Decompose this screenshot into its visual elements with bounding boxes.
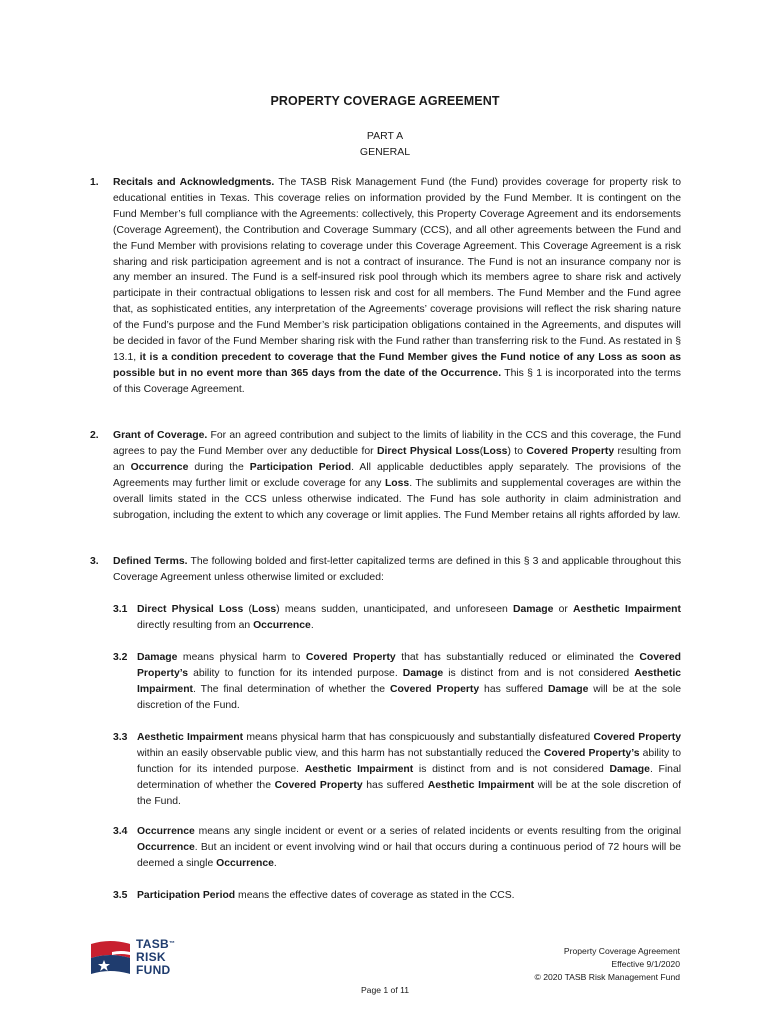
logo-line-1: TASB [136,937,169,951]
term: Direct Physical Loss [377,445,480,457]
text: ability to function for its intended purpose. [193,667,398,679]
section-3-heading: Defined Terms. [113,556,188,567]
footer-effective-date: Effective 9/1/2020 [611,959,680,969]
section-2-text: For an agreed contribution and subject to the limits of liability in the CCS and this coverage, the Fund agrees to pay the Fund Member over any deductible for [113,430,681,457]
text: has suffered [366,779,425,791]
term: Loss [251,604,277,615]
logo-line-3: FUND [136,963,171,977]
section-3-text: The following bolded and first-letter capitalized terms are defined in this § 3 and applicable throughout this Coverage Agreement unless otherwise limited or excluded: [113,556,682,583]
text: means physical harm to [182,652,301,663]
def-3-3-number: 3.3 [113,732,128,743]
text: ( [479,445,484,457]
term: Covered Property [274,779,363,791]
term: Covered Property’s [543,747,640,759]
term: Participation Period [249,461,352,473]
term: Aesthetic Impairment [573,604,681,615]
text: ) to [507,445,523,457]
term: Damage [402,667,444,679]
footer-copyright: © 2020 TASB Risk Management Fund [534,972,680,982]
text: means physical harm that has conspicuously and substantially disfeatured [246,732,591,743]
def-3-4-number: 3.4 [113,826,128,837]
term: Occurrence [216,857,274,869]
section-1-heading: Recitals and Acknowledgments. [113,177,275,188]
text: ( [248,604,252,615]
part-subtitle: GENERAL [359,146,411,158]
text: during the [194,461,244,473]
term: Damage [547,683,589,695]
section-2-number: 2. [90,430,99,441]
footer-info [535,945,681,984]
text: that has substantially reduced or eliminated the [401,652,634,663]
term: Covered Property [305,652,396,663]
section-1-body [113,175,681,398]
page-number: Page 1 of 11 [360,985,410,995]
term: Occurrence [253,619,311,631]
term: Covered Property [526,445,615,457]
term: Participation Period [137,890,236,901]
text: is distinct from and is not considered [448,667,630,679]
part-heading [0,128,770,160]
text: . But an incident or event involving wind or hail that occurs during a continuous period of 72 hours will be deemed a single [137,841,681,869]
document-title: PROPERTY COVERAGE AGREEMENT [270,94,500,108]
section-1-text-end: This § 1 is incorporated into the terms of this Coverage Agreement. [113,367,682,395]
text: . The sublimits and supplemental coverages are within the overall limits stated in the CCS unless otherwise indicated. The Fund has sole authority in claim administration and subrogation, including the extent to which any coverage or limit applies. The Fund Member retains all rights afforded by law. [113,477,682,521]
section-2-heading: Grant of Coverage. [113,430,208,441]
term: Occurrence [137,826,195,837]
term: Damage [137,652,178,663]
logo-line-2: RISK [136,950,166,964]
section-1-text: The TASB Risk Management Fund (the Fund) provides coverage for property risk to educational entities in Texas. This coverage relies on information provided by the Fund Member. It is contingent on the Fund Member’s full compliance with the Agreements: collectively, this Property Coverage Agreement and its endorsements (Coverage Agreement), the Contribution and Coverage Summary (CCS), and all other agreements between the Fund and the Fund Member with provisions relating to coverage under this Coverage Agreement. This Coverage Agreement is a risk sharing and risk participation agreement and is not a contract of insurance. The Fund is not an insurance company nor is any member an insured. The Fund is a self-insured risk pool through which its members agree to share risk and actively participate in their contractual obligations to lessen risk and cost for all members. The Fund Member and the Fund agree that, as sophisticated entities, any interpretation of the Agreements’ coverage provisions will reflect the risk sharing nature of the Fund’s purpose and the Fund Member’s risk participation obligations contained in the Agreements, and disputes will be decided in favor of the Fund Member sharing risk with the Fund rather than transferring risk to the Fund. As restated in § 13.1, [113,177,682,363]
term: Aesthetic Impairment [137,732,244,743]
text: ) means sudden, unanticipated, and unforeseen [276,604,508,615]
text: will be at the sole discretion of the Fund. [137,683,681,711]
def-3-5-number: 3.5 [113,890,128,901]
text: is distinct from and is not considered [418,763,604,775]
def-3-2 [137,650,681,714]
text: ability to function for its intended purpose. [137,747,681,775]
section-3-body [113,554,681,586]
text: . [273,857,277,869]
section-3-number: 3. [90,556,99,567]
def-3-5 [137,888,681,904]
term: Aesthetic Impairment [304,763,414,775]
logo-wordmark [136,938,175,977]
term: Aesthetic Impairment [137,667,682,695]
term: Damage [609,763,650,775]
def-3-4 [137,824,681,872]
section-2-body [113,428,681,523]
text: . Final determination of whether the [137,763,682,791]
def-3-1 [137,602,681,634]
text: or [558,604,568,615]
term: Direct Physical Loss [137,604,244,615]
text: has suffered [484,683,544,695]
def-3-2-number: 3.2 [113,652,128,663]
term: Loss [384,477,410,489]
text: . [310,619,314,631]
section-1-bold-notice: it is a condition precedent to coverage that the Fund Member gives the Fund notice of any Loss as soon as possible but in no event more than 365 days from the date of the Occurrence. [113,351,682,379]
term: Covered Property’s [137,652,681,679]
term: Covered Property [593,732,682,743]
section-1-number: 1. [90,177,99,188]
text: . All applicable deductibles apply separately. The provisions of the Agreements may further limit or exclude coverage for any [113,461,682,489]
text: means the effective dates of coverage as stated in the CCS. [238,890,515,901]
def-3-1-number: 3.1 [113,604,128,615]
def-3-3 [137,730,681,810]
text: will be at the sole discretion of the Fund. [137,779,681,807]
term: Damage [512,604,554,615]
term: Aesthetic Impairment [427,779,535,791]
term: Loss [483,445,508,457]
text: resulting from an [113,445,682,473]
text: . The final determination of whether the [193,683,386,695]
footer-doc-title: Property Coverage Agreement [563,946,680,956]
part-label: PART A [366,130,404,142]
term: Occurrence [130,461,189,473]
text: means any single incident or event or a series of related incidents or events resulting from the original [198,826,682,837]
trademark: ™ [168,941,176,947]
text: directly resulting from an [137,619,251,631]
term: Covered Property [389,683,480,695]
text: within an easily observable public view, and this harm has not substantially reduced the [137,747,541,759]
term: Occurrence [137,841,195,853]
